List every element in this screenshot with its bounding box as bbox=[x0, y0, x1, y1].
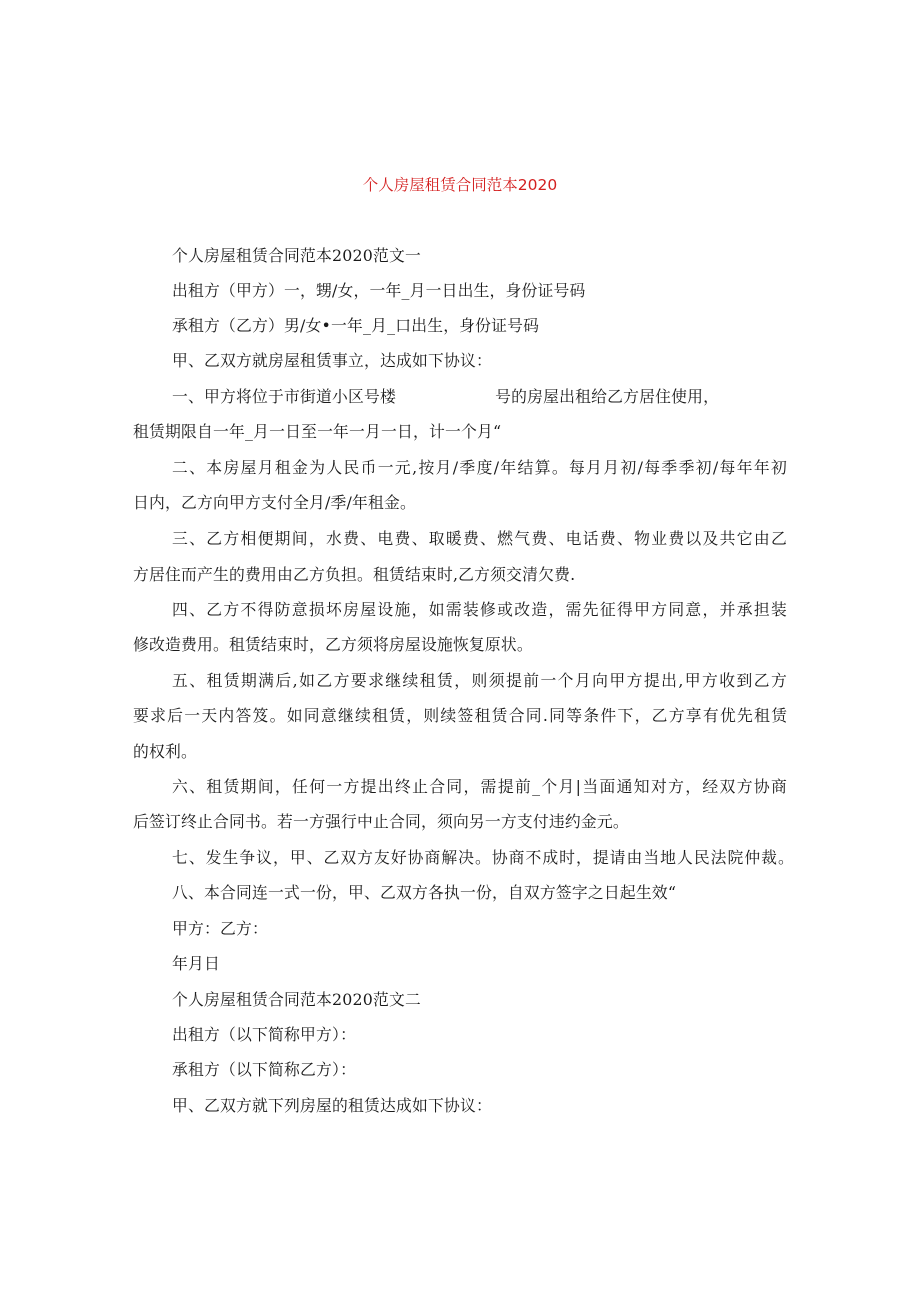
clause-6-line-2: 后签订终止合同书。若一方强行中止合同，须向另一方支付违约金元。 bbox=[133, 812, 629, 831]
section-heading-2: 个人房屋租赁合同范本2020范文二 bbox=[172, 990, 421, 1009]
clause-1-line-1: 一、甲方将位于市街道小区号楼 号的房屋出租给乙方居住使用， bbox=[172, 387, 720, 406]
clause-4-line-1: 四、乙方不得防意损坏房屋设施，如需装修或改造，需先征得甲方同意，并承担装 bbox=[172, 600, 787, 619]
clause-4-line-2: 修改造费用。租赁结束时，乙方须将房屋设施恢复原状。 bbox=[133, 635, 533, 654]
clause-5-line-2: 要求后一天内答笈。如同意继续租赁，则续签租赁合同.同等条件下，乙方享有优先租赁 bbox=[133, 706, 787, 725]
lessee-line-2: 承租方（以下简称乙方）： bbox=[172, 1060, 357, 1079]
agreement-intro-2: 甲、乙双方就下列房屋的租赁达成如下协议： bbox=[172, 1096, 492, 1115]
signature-date: 年月日 bbox=[172, 954, 220, 973]
clause-5-line-3: 的权利。 bbox=[133, 742, 197, 761]
document-title: 个人房屋租赁合同范本2020 bbox=[362, 176, 558, 194]
clause-5-line-1: 五、租赁期满后,如乙方要求继续租赁，则须提前一个月向甲方提出,甲方收到乙方 bbox=[172, 671, 787, 690]
lessor-line-2: 出租方（以下简称甲方）： bbox=[172, 1025, 357, 1044]
clause-6-line-1: 六、租赁期间，任何一方提出终止合同，需提前_个月|当面通知对方，经双方协商 bbox=[172, 777, 787, 796]
clause-1-line-2: 租赁期限自一年_月一日至一年一月一日，计一个月“ bbox=[133, 422, 502, 441]
lessor-line: 出租方（甲方）一，甥/女，一年_月一日出生，身份证号码 bbox=[172, 281, 586, 300]
section-heading-1: 个人房屋租赁合同范本2020范文一 bbox=[172, 246, 421, 265]
signature-parties: 甲方：乙方： bbox=[172, 919, 268, 938]
clause-3-line-1: 三、乙方相便期间，水费、电费、取暖费、燃气费、电话费、物业费以及共它由乙 bbox=[172, 529, 787, 548]
clause-7: 七、发生争议，甲、乙双方友好协商解决。协商不成时，提请由当地人民法院仲裁。 bbox=[172, 848, 794, 867]
lessee-line: 承租方（乙方）男/女•一年_月_口出生，身份证号码 bbox=[172, 316, 540, 335]
clause-2-line-2: 日内，乙方向甲方支付全月/季/年租金。 bbox=[133, 493, 416, 512]
agreement-intro: 甲、乙双方就房屋租赁事立，达成如下协议： bbox=[172, 351, 492, 370]
clause-3-line-2: 方居住而产生的费用由乙方负担。租赁结束时,乙方须交清欠费. bbox=[133, 565, 576, 584]
clause-8: 八、本合同连一式一份，甲、乙双方各执一份，自双方签字之日起生效“ bbox=[172, 883, 677, 902]
clause-2-line-1: 二、本房屋月租金为人民币一元,按月/季度/年结算。每月月初/每季季初/每年年初 bbox=[172, 458, 787, 477]
